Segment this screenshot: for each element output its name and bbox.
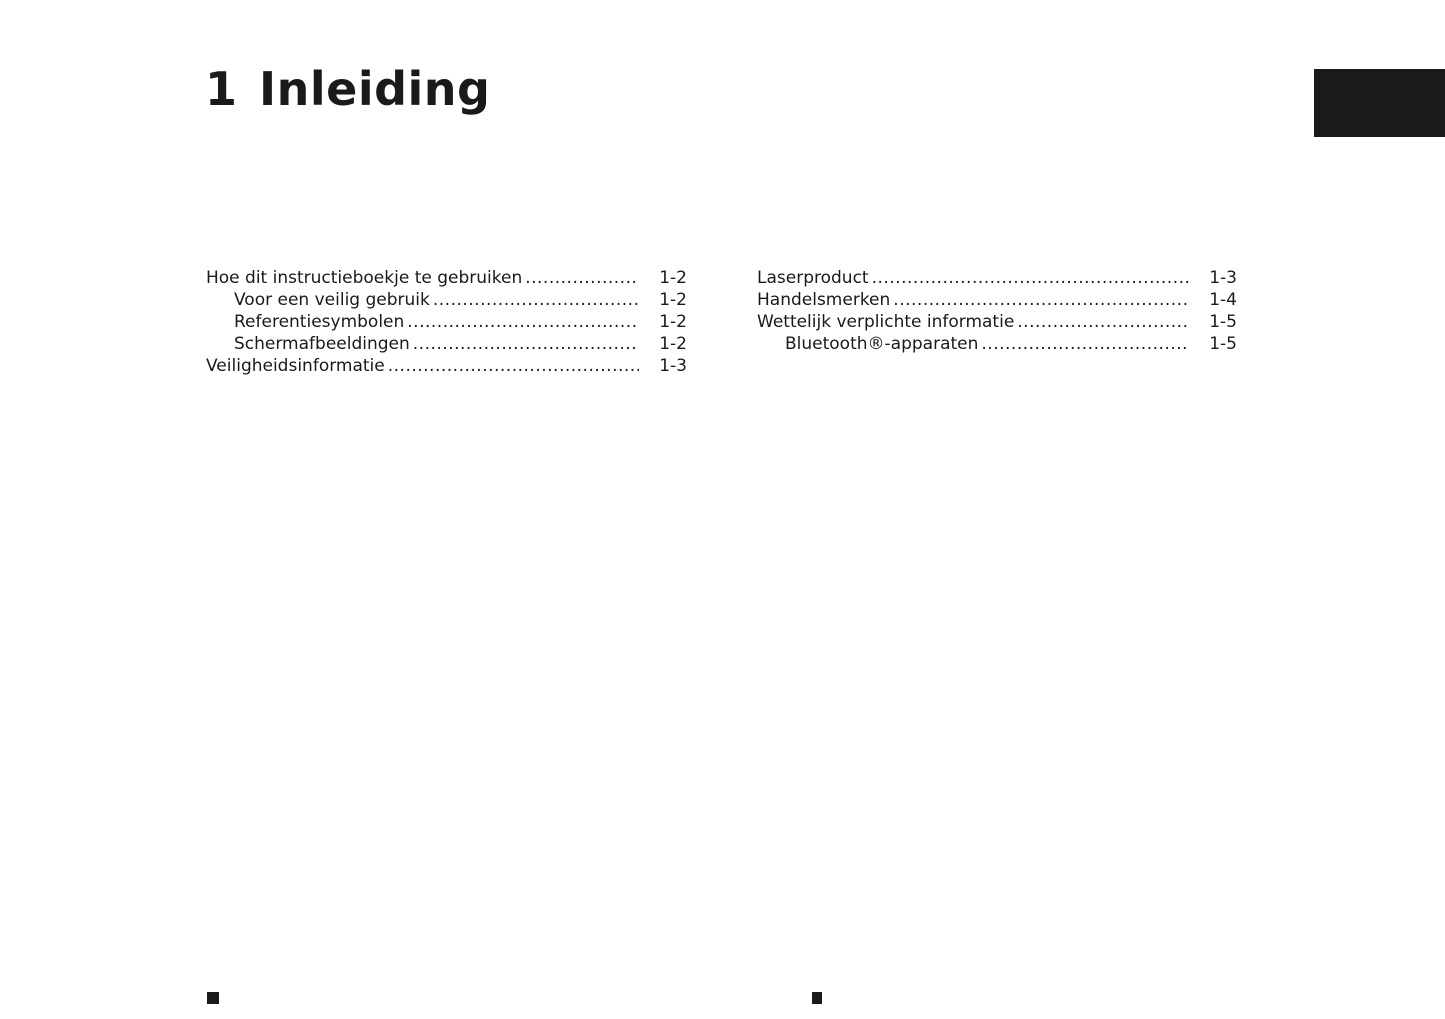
toc-entry-page: 1-3 xyxy=(659,356,687,376)
toc-leader-dots xyxy=(893,289,1189,311)
toc-entry-label: Schermafbeeldingen xyxy=(234,334,410,354)
toc-leader-dots xyxy=(1017,311,1189,333)
toc-entry-bluetooth-apparaten[interactable] xyxy=(757,333,1237,355)
toc-entry-label: Voor een veilig gebruik xyxy=(234,290,430,310)
toc-entry-referentiesymbolen[interactable] xyxy=(206,311,687,333)
toc-entry-handelsmerken[interactable] xyxy=(757,289,1237,311)
toc-entry-page: 1-5 xyxy=(1209,334,1237,354)
page-corner-marker-right xyxy=(812,992,822,1004)
toc-entry-veiligheidsinformatie[interactable] xyxy=(206,355,687,377)
chapter-number: 1 xyxy=(205,62,238,116)
toc-leader-dots xyxy=(413,333,639,355)
toc-entry-wettelijke-informatie[interactable] xyxy=(757,311,1237,333)
toc-entry-page: 1-4 xyxy=(1209,290,1237,310)
chapter-tab-marker xyxy=(1314,69,1445,137)
chapter-name: Inleiding xyxy=(259,62,491,116)
toc-entry-page: 1-2 xyxy=(659,312,687,332)
toc-entry-schermafbeeldingen[interactable] xyxy=(206,333,687,355)
toc-entry-page: 1-5 xyxy=(1209,312,1237,332)
chapter-title xyxy=(205,62,490,117)
toc-entry-page: 1-2 xyxy=(659,334,687,354)
toc-entry-label: Referentiesymbolen xyxy=(234,312,405,332)
toc-entry-label: Veiligheidsinformatie xyxy=(206,356,385,376)
toc-entry-page: 1-2 xyxy=(659,268,687,288)
toc-leader-dots xyxy=(872,267,1189,289)
toc-left-column xyxy=(206,267,687,377)
toc-entry-label: Wettelijk verplichte informatie xyxy=(757,312,1015,332)
toc-entry-laserproduct[interactable] xyxy=(757,267,1237,289)
toc-entry-label: Hoe dit instructieboekje te gebruiken xyxy=(206,268,523,288)
toc-leader-dots xyxy=(433,289,639,311)
toc-leader-dots xyxy=(407,311,639,333)
toc-leader-dots xyxy=(981,333,1189,355)
toc-entry-page: 1-2 xyxy=(659,290,687,310)
toc-entry-label: Bluetooth®-apparaten xyxy=(785,334,979,354)
toc-entry-page: 1-3 xyxy=(1209,268,1237,288)
toc-entry-veilig-gebruik[interactable] xyxy=(206,289,687,311)
toc-leader-dots xyxy=(388,355,639,377)
toc-right-column xyxy=(757,267,1237,355)
toc-entry-instructieboekje[interactable] xyxy=(206,267,687,289)
page-corner-marker-left xyxy=(207,992,219,1004)
toc-entry-label: Handelsmerken xyxy=(757,290,891,310)
toc-leader-dots xyxy=(525,267,639,289)
toc-entry-label: Laserproduct xyxy=(757,268,869,288)
